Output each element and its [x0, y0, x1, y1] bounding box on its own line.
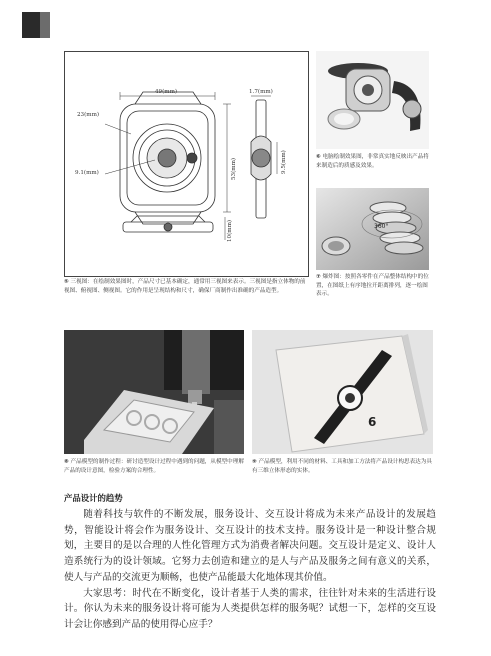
rendering-svg: [316, 51, 429, 149]
dim-crown: 9.1(mm): [75, 170, 99, 176]
caption-9-number: ⑨: [252, 459, 257, 465]
caption-5: [64, 278, 307, 295]
caption-7-text: 爆炸图：按照各零件在产品整体结构中的位置，在图纸上有序地拉开距离排列，逐一绘图表示。: [316, 274, 429, 298]
caption-7-number: ⑦: [316, 274, 321, 280]
caption-6: [316, 153, 431, 170]
model-making-svg: [64, 330, 244, 454]
body-text: [64, 507, 436, 633]
section-heading: 产品设计的趋势: [64, 493, 123, 503]
page-corner-marker: [22, 12, 40, 38]
caption-9-text: 产品模型，利用不同的材料、工具和加工方法将产品设计构思表达为具有三维立体形态的实体。: [252, 459, 432, 474]
caption-9: [252, 458, 433, 475]
paragraph-2: 大家思考：时代在不断变化，设计者基于人类的需求，往往针对未来的生活进行设计。你认为未来的服务设计将可能为人类提供怎样的服务呢？试想一下，怎样的交互设计会让你感到产品的使用得心应手？: [64, 587, 436, 630]
rendering-image: [316, 51, 429, 149]
caption-5-text: 三视图：在绘制效果图时，产品尺寸已基本确定，通常用三视图来表示。三视图是指立体物的前视图、俯视图、侧视图。它的作用是呈现结构和尺寸，确保厂商制作出准确的产品造型。: [64, 279, 306, 294]
caption-8: [64, 458, 244, 475]
dim-width: 49(mm): [155, 89, 178, 95]
model-digit: 6: [368, 415, 377, 429]
three-view-drawing-svg: [65, 52, 308, 276]
model-making-photo: [64, 330, 244, 454]
dim-side: 9.5(mm): [281, 150, 287, 174]
caption-6-text: 电脑绘制效果图，非常真实地反映出产品将来制造后的质感及效果。: [316, 154, 429, 169]
dim-height: 53(mm): [231, 157, 237, 180]
caption-5-number: ⑤: [64, 279, 69, 285]
rotation-label: 360°: [374, 223, 389, 230]
dim-bottom: 10(mm): [227, 219, 233, 242]
dim-radius: 23(mm): [77, 112, 100, 118]
product-model-svg: [252, 330, 433, 454]
paragraph-1: 随着科技与软件的不断发展，服务设计、交互设计将成为未来产品设计的发展趋势，智能设计将会作为服务设计、交互设计的技术支持。服务设计是一种设计整合规划，主要目的是以合理的人性化管理方式为消费者解决问题。交互设计是定义、设计人造系统行为的设计领域。它努力去创造和建立的是人与产品及服务之间有意义的关系，使人与产品的交流更为顺畅，也使产品能最大化地体现其价值。: [64, 509, 436, 583]
caption-8-number: ⑧: [64, 459, 69, 465]
page-corner-marker-shade: [40, 12, 50, 38]
exploded-view-image: [316, 188, 429, 270]
caption-7: [316, 273, 431, 299]
product-model-photo: [252, 330, 433, 454]
exploded-view-svg: [316, 188, 429, 270]
three-view-drawing: [64, 51, 309, 277]
watch-crown: [187, 153, 197, 163]
caption-6-number: ⑥: [316, 154, 321, 160]
dim-thickness: 1.7(mm): [249, 89, 273, 95]
caption-8-text: 产品模型的制作过程：研讨造型设计过程中遇到的问题，从模型中理解产品的设计意图，检验方案的合理性。: [64, 459, 244, 474]
